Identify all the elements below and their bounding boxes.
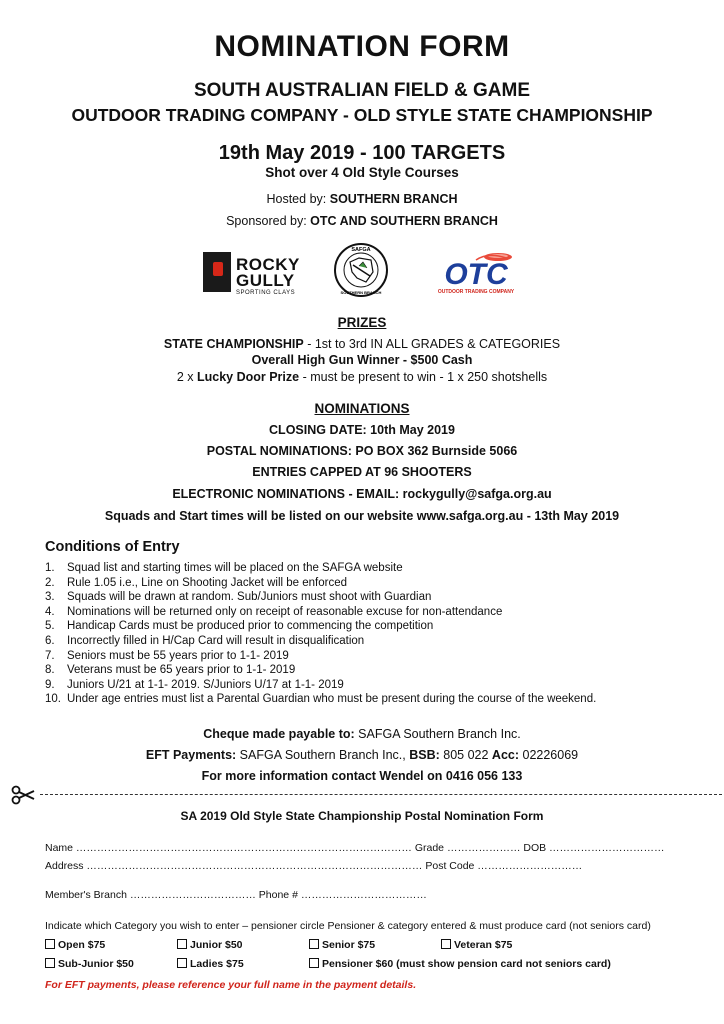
- category-junior-checkbox[interactable]: Junior $50: [177, 939, 243, 951]
- rocky-gully-word3: SPORTING CLAYS: [236, 290, 296, 296]
- sponsored-value: OTC AND SOUTHERN BRANCH: [310, 214, 498, 228]
- condition-item: 6. Incorrectly filled in H/Cap Card will result in disqualification: [45, 634, 365, 647]
- checkbox-icon: [177, 939, 187, 949]
- dashed-divider: [40, 794, 722, 795]
- prize-line-1-rest: - 1st to 3rd IN ALL GRADES & CATEGORIES: [303, 337, 561, 351]
- checkbox-icon: [45, 939, 55, 949]
- entries-capped: ENTRIES CAPPED AT 96 SHOOTERS: [252, 465, 472, 479]
- category-sub-junior-checkbox[interactable]: Sub-Junior $50: [45, 958, 134, 970]
- checkbox-icon: [45, 958, 55, 968]
- prize-line-3-bold: Lucky Door Prize: [196, 370, 300, 384]
- prize-line-3-pre: 2 x: [176, 370, 197, 384]
- prize-line-1-bold: STATE CHAMPIONSHIP: [163, 337, 304, 351]
- hosted-value: SOUTHERN BRANCH: [329, 192, 458, 206]
- squads-notice: Squads and Start times will be listed on our website www.safga.org.au - 13th May 2019: [104, 509, 620, 523]
- safga-southern-branch-logo: [333, 242, 389, 298]
- event-date: 19th May 2019 - 100 TARGETS: [218, 142, 506, 164]
- safga-bottom-text: SOUTHERN BRANCH: [340, 290, 382, 295]
- postal-nominations: POSTAL NOMINATIONS: PO BOX 362 Burnside 5066: [206, 444, 518, 458]
- rocky-gully-word1: ROCKY: [236, 255, 300, 274]
- cheque-line: [0, 727, 724, 741]
- prize-line-2: Overall High Gun Winner - $500 Cash: [251, 353, 473, 367]
- sponsored-label: Sponsored by:: [226, 214, 307, 228]
- condition-item: 1. Squad list and starting times will be placed on the SAFGA website: [45, 562, 403, 574]
- electronic-nominations: ELECTRONIC NOMINATIONS - EMAIL: rockygully@safga.org.au: [172, 487, 552, 501]
- bsb-value: 805 022: [439, 748, 492, 762]
- prizes-heading: PRIZES: [337, 315, 387, 330]
- category-veteran-checkbox[interactable]: Veteran $75: [441, 939, 512, 951]
- acc-label: Acc:: [491, 748, 520, 762]
- conditions-list: [45, 561, 685, 707]
- condition-item: 9. Juniors U/21 at 1-1- 2019. S/Juniors U/17 at 1-1- 2019: [45, 678, 344, 691]
- condition-item: 5. Handicap Cards must be produced prior to commencing the competition: [45, 620, 434, 633]
- eft-value: SAFGA Southern Branch Inc.,: [236, 748, 410, 762]
- checkbox-icon: [309, 958, 319, 968]
- contact-line: For more information contact Wendel on 0416 056 133: [201, 769, 523, 783]
- branch-phone-fields[interactable]: Member's Branch ……………………………… Phone # ………………………………: [45, 889, 427, 901]
- condition-item: 3. Squads will be drawn at random. Sub/Juniors must shoot with Guardian: [45, 591, 432, 604]
- address-postcode-fields[interactable]: Address …………………………………………………………………………………… Post Code …………………………: [45, 860, 583, 872]
- courses-line: Shot over 4 Old Style Courses: [265, 165, 459, 180]
- cheque-label: Cheque made payable to:: [203, 727, 355, 741]
- name-grade-dob-fields[interactable]: Name …………………………………………………………………………………… Grade ………………… DOB ……………………………: [45, 842, 665, 854]
- acc-value: 02226069: [519, 748, 579, 762]
- eft-label: EFT Payments:: [145, 748, 237, 762]
- organisation-title: SOUTH AUSTRALIAN FIELD & GAME: [193, 80, 530, 101]
- prize-line-3-rest: - must be present to win - 1 x 250 shotshells: [299, 370, 548, 384]
- otc-logo: [426, 248, 526, 296]
- condition-item: 10. Under age entries must list a Parental Guardian who must be present during the course of the weekend.: [45, 693, 597, 706]
- category-ladies-checkbox[interactable]: Ladies $75: [177, 958, 244, 970]
- cut-line: [10, 785, 722, 805]
- checkbox-icon: [177, 958, 187, 968]
- prize-line-1: [0, 337, 724, 351]
- condition-item: 7. Seniors must be 55 years prior to 1-1- 2019: [45, 649, 289, 662]
- form-title: NOMINATION FORM: [214, 30, 510, 63]
- scissors-icon: [10, 785, 36, 805]
- condition-item: 4. Nominations will be returned only on receipt of reasonable excuse for non-attendance: [45, 605, 503, 618]
- hosted-label: Hosted by:: [266, 192, 327, 206]
- otc-main-text: OTC: [444, 258, 508, 291]
- conditions-title: Conditions of Entry: [45, 539, 180, 555]
- hosted-by: [0, 192, 724, 206]
- championship-title: OUTDOOR TRADING COMPANY - OLD STYLE STATE CHAMPIONSHIP: [71, 105, 653, 125]
- sponsor-logos: [200, 240, 530, 300]
- category-instructions: Indicate which Category you wish to enter – pensioner circle Pensioner & category entered & must produce card (not seniors card): [45, 920, 651, 932]
- checkbox-icon: [441, 939, 451, 949]
- category-open-checkbox[interactable]: Open $75: [45, 939, 105, 951]
- condition-item: 2. Rule 1.05 i.e., Line on Shooting Jacket will be enforced: [45, 576, 348, 589]
- safga-top-text: SAFGA: [351, 247, 371, 253]
- condition-item: 8. Veterans must be 65 years prior to 1-1- 2019: [45, 664, 296, 677]
- cheque-value: SAFGA Southern Branch Inc.: [354, 727, 521, 741]
- postal-form-title: SA 2019 Old Style State Championship Postal Nomination Form: [180, 809, 544, 823]
- closing-date: CLOSING DATE: 10th May 2019: [269, 423, 455, 437]
- sponsored-by: [0, 214, 724, 228]
- eft-line: [0, 748, 724, 762]
- eft-reference-note: For EFT payments, please reference your full name in the payment details.: [45, 979, 417, 991]
- category-pensioner-checkbox[interactable]: Pensioner $60 (must show pension card not seniors card): [309, 958, 611, 970]
- rocky-gully-logo: [200, 250, 300, 294]
- checkbox-icon: [309, 939, 319, 949]
- category-senior-checkbox[interactable]: Senior $75: [309, 939, 375, 951]
- rocky-gully-mark-icon: [203, 252, 231, 292]
- rocky-gully-word2: GULLY: [236, 271, 295, 290]
- prize-line-3: [0, 370, 724, 384]
- bsb-label: BSB:: [409, 748, 440, 762]
- otc-tag-text: OUTDOOR TRADING COMPANY: [437, 289, 515, 295]
- nominations-heading: NOMINATIONS: [314, 401, 410, 416]
